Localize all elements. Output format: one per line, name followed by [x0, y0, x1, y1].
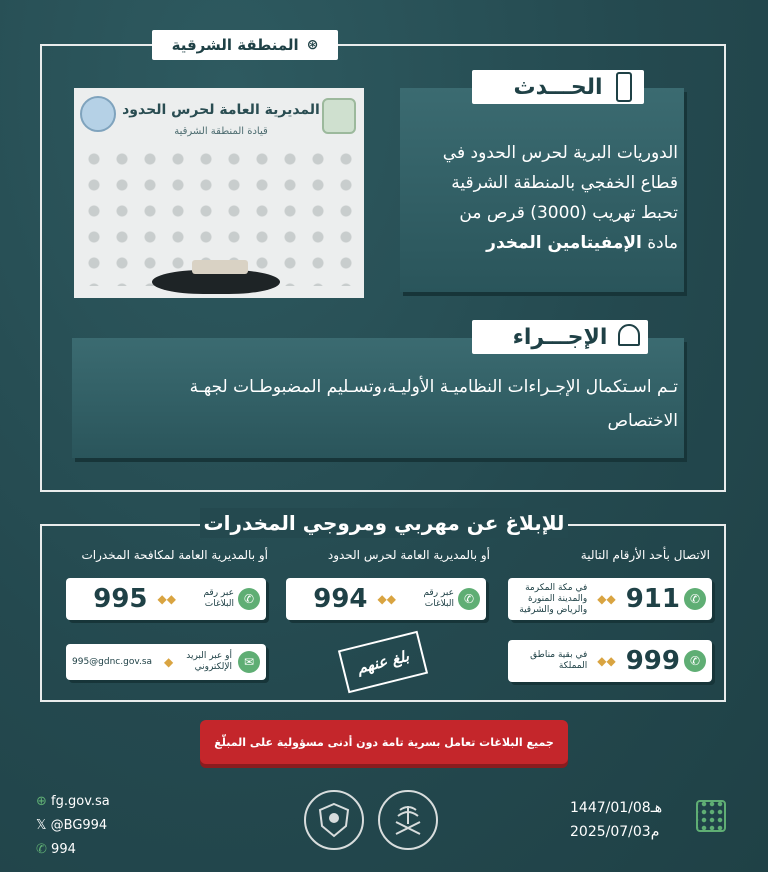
- photo-emblem-right: [322, 98, 356, 134]
- arrow-icon: ◆: [164, 655, 174, 669]
- arrow-icon: ◆◆: [157, 592, 176, 606]
- dates: 1447/01/08هـ 2025/07/03م: [570, 800, 663, 840]
- contact-995[interactable]: ✆ عبر رقم البلاغات ◆◆ 995: [66, 578, 266, 620]
- photo-banner-subtitle: قيادة المنطقة الشرقية: [174, 126, 268, 137]
- phone-icon: ✆: [458, 588, 480, 610]
- phone-icon: ✆: [36, 842, 47, 857]
- event-body: الدوريات البرية لحرس الحدود في قطاع الخفجي بالمنطقة الشرقية تحبط تهريب (3000) قرص من مادة الإمفيتامين المخدر: [442, 143, 678, 253]
- action-body: تـم اسـتكمال الإجـراءات النظاميـة الأوليـة،وتسـليم المضبوطـات لجهـة الاختصاص: [189, 377, 678, 431]
- phone-icon: ✆: [684, 650, 706, 672]
- phone-icon: ✆: [684, 588, 706, 610]
- shield-icon: [314, 800, 354, 840]
- phone-icon: ✆: [238, 588, 260, 610]
- region-tag: ⊛ المنطقة الشرقية: [152, 30, 338, 60]
- arrow-icon: ◆◆: [377, 592, 396, 606]
- border-guard-emblem: [304, 790, 364, 850]
- palm-swords-icon: [388, 800, 428, 840]
- phone-row[interactable]: ✆ 994: [36, 842, 76, 857]
- globe-icon: ⊕: [36, 794, 47, 809]
- col3-header: أو بالمديرية العامة لمكافحة المخدرات: [81, 548, 268, 562]
- col2-header: أو بالمديرية العامة لحرس الحدود: [327, 548, 490, 562]
- envelope-icon: ✉: [238, 651, 260, 673]
- x-logo-icon: 𝕏: [36, 818, 47, 833]
- x-row[interactable]: 𝕏 @BG994: [36, 818, 108, 833]
- saudi-emblem: [378, 790, 438, 850]
- seized-items-photo: [74, 88, 364, 298]
- contact-999[interactable]: ✆ 999 ◆◆ في بقية مناطق المملكة: [508, 640, 712, 682]
- contact-994[interactable]: ✆ عبر رقم البلاغات ◆◆ 994: [286, 578, 486, 620]
- event-title-tag: الحـــدث: [472, 70, 644, 104]
- col1-header: الاتصال بأحد الأرقام التالية: [580, 548, 710, 562]
- footer-links: [36, 790, 176, 862]
- search-globe-icon: ⊛: [306, 37, 319, 53]
- siren-icon: [618, 324, 640, 346]
- website-row[interactable]: ⊕ fg.gov.sa: [36, 794, 110, 809]
- radio-icon: [616, 72, 632, 102]
- confidentiality-notice: جميع البلاغات تعامل بسرية تامة دون أدنى مسؤولية على المبلّغ: [200, 720, 568, 764]
- photo-emblem-left: [80, 96, 116, 132]
- report-them-stamp: بلغ عنهم: [338, 631, 428, 694]
- contact-911[interactable]: ✆ 911 ◆◆ في مكة المكرمة والمدينة المنورة والرياض والشرقية: [508, 578, 712, 620]
- calendar-icon: [696, 800, 726, 832]
- contact-email[interactable]: ✉ أو عبر البريد الإلكتروني ◆ 995@gdnc.gov.sa: [66, 644, 266, 680]
- arrow-icon: ◆◆: [597, 592, 616, 606]
- photo-banner-title: المديرية العامة لحرس الحدود: [122, 102, 320, 118]
- report-title: للإبلاغ عن مهربي ومروجي المخدرات: [200, 508, 568, 538]
- arrow-icon: ◆◆: [597, 654, 616, 668]
- photo-pill-bags: [192, 260, 248, 274]
- action-title-tag: الإجـــراء: [472, 320, 648, 354]
